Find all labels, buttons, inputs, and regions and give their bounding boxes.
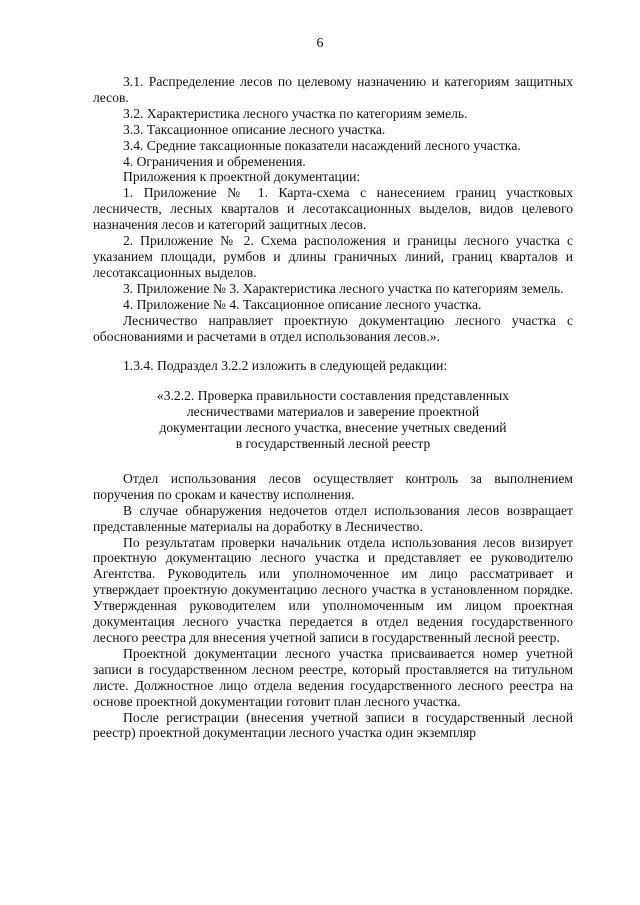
list-item: 3. Приложение № 3. Характеристика лесного участка по категориям земель.: [123, 280, 564, 296]
body-paragraph: Проектной документации лесного участка присваивается номер учетной записи в государственном лесном реестре, который проставляется на титульном листе. Должностное лицо отдела ведения государственного лесного реестра на основе проектной документации готовит план лесного участка.: [93, 645, 573, 709]
page-number: 6: [316, 36, 324, 51]
section-heading: [93, 388, 573, 452]
list-item: 3.1. Распределение лесов по целевому назначению и категориям защитных лесов.: [93, 74, 573, 105]
list-item: Приложения к проектной документации:: [123, 169, 361, 185]
section-heading-line: лесничествами материалов и заверение проектной: [186, 404, 480, 420]
body-paragraph: Отдел использования лесов осуществляет контроль за выполнением поручения по срокам и качеству исполнения.: [93, 470, 573, 502]
amendment-paragraph: 1.3.4. Подраздел 3.2.2 изложить в следующей редакции:: [123, 358, 448, 374]
list-item: 1. Приложение № 1. Карта-схема с нанесением границ участковых лесничеств, лесных кварталов и лесотаксационных выделов, видов целевого назначения лесов и категорий защитных лесов.: [93, 185, 573, 233]
section-heading-line: документации лесного участка, внесение учетных сведений: [159, 420, 507, 436]
list-item: 3.4. Средние таксационные показатели насаждений лесного участка.: [123, 137, 521, 153]
list-item: 3.2. Характеристика лесного участка по категориям земель.: [123, 105, 468, 121]
section-heading-line: «3.2.2. Проверка правильности составления представленных: [156, 388, 510, 404]
document-body: [93, 74, 573, 741]
list-item: 3.3. Таксационное описание лесного участка.: [123, 121, 386, 137]
list-item: 2. Приложение № 2. Схема расположения и границы лесного участка с указанием площади, румбов и длины граничных линий, границ кварталов и лесотаксационных выделов.: [93, 233, 573, 280]
list-item: 4. Приложение № 4. Таксационное описание лесного участка.: [123, 296, 482, 312]
body-paragraph: После регистрации (внесения учетной записи в государственный лесной реестр) проектной документации лесного участка один экземпляр: [93, 709, 573, 741]
section-heading-line: в государственный лесной реестр: [235, 436, 431, 452]
list-item: Лесничество направляет проектную документацию лесного участка с обоснованиями и расчетами в отдел использования лесов.».: [93, 312, 573, 344]
list-item: 4. Ограничения и обременения.: [123, 153, 306, 169]
body-paragraph: В случае обнаружения недочетов отдел использования лесов возвращает представленные материалы на доработку в Лесничество.: [93, 502, 573, 534]
body-paragraph: По результатам проверки начальник отдела использования лесов визирует проектную документацию лесного участка и представляет ее руководителю Агентства. Руководитель или уполномоченное им лицо рассматривает и утверждает проектную документацию лесного участка в установленном порядке. Утвержденная руководителем или уполномоченным им лицом проектная документация лесного участка передается в отдел ведения государственного лесного реестра для внесения учетной записи в государственный лесной реестр.: [93, 534, 573, 645]
